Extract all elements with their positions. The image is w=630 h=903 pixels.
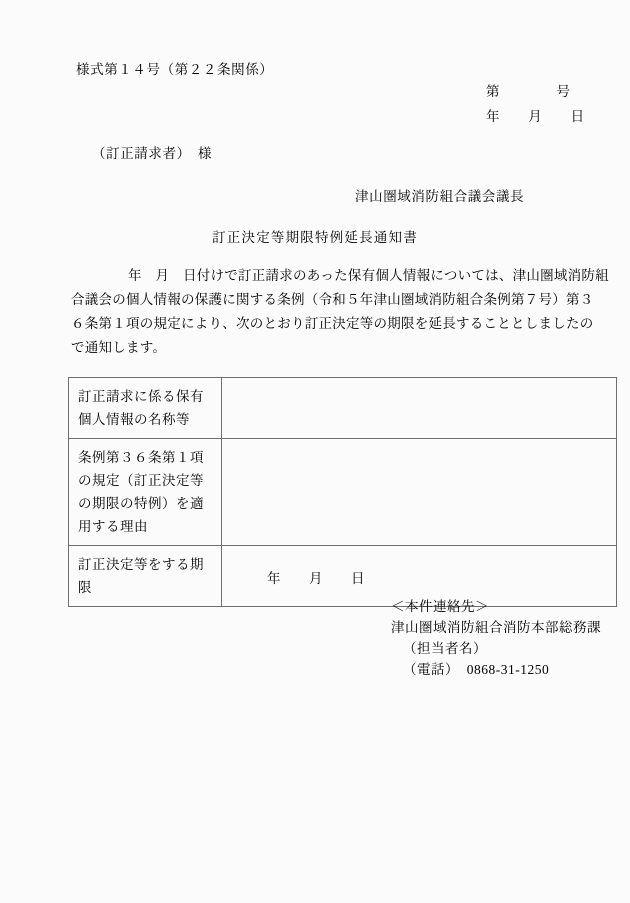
body-line-2: 合議会の個人情報の保護に関する条例（令和５年津山圏域消防組合条例第７号）第３ xyxy=(71,292,594,307)
table-row xyxy=(69,439,617,546)
document-number-field: 第 号 xyxy=(486,84,571,99)
issuer-name: 津山圏域消防組合議会議長 xyxy=(355,189,525,204)
contact-block xyxy=(391,596,601,680)
contact-person: （担当者名） xyxy=(403,641,487,656)
document-date-field: 年 月 日 xyxy=(486,109,585,124)
table-row-label: 訂正請求に係る保有個人情報の名称等 xyxy=(69,378,222,439)
body-paragraph xyxy=(71,264,609,360)
body-line-1: 年 月 日付けで訂正請求のあった保有個人情報については、津山圏域消防組 xyxy=(128,268,609,283)
contact-heading: ＜本件連絡先＞ xyxy=(391,599,489,614)
contact-department: 津山圏域消防組合消防本部総務課 xyxy=(391,620,601,635)
table-row-label: 訂正決定等をする期限 xyxy=(69,546,222,607)
table-row xyxy=(69,378,617,439)
table-row-value[interactable] xyxy=(222,439,617,546)
body-line-4: で通知します。 xyxy=(71,340,167,355)
table-row-label: 条例第３６条第１項の規定（訂正決定等の期限の特例）を適用する理由 xyxy=(69,439,222,546)
addressee-line: （訂正請求者） 様 xyxy=(92,146,213,161)
body-line-3: ６条第１項の規定により、次のとおり訂正決定等の期限を延長することとしましたの xyxy=(71,316,594,331)
contact-phone: （電話） 0868-31-1250 xyxy=(403,662,550,677)
page-title: 訂正決定等期限特例延長通知書 xyxy=(212,230,418,245)
information-table xyxy=(68,377,617,607)
table-row-value[interactable] xyxy=(222,378,617,439)
deadline-date-field: 年 月 日 xyxy=(267,571,365,586)
form-number: 様式第１４号（第２２条関係） xyxy=(76,62,274,77)
